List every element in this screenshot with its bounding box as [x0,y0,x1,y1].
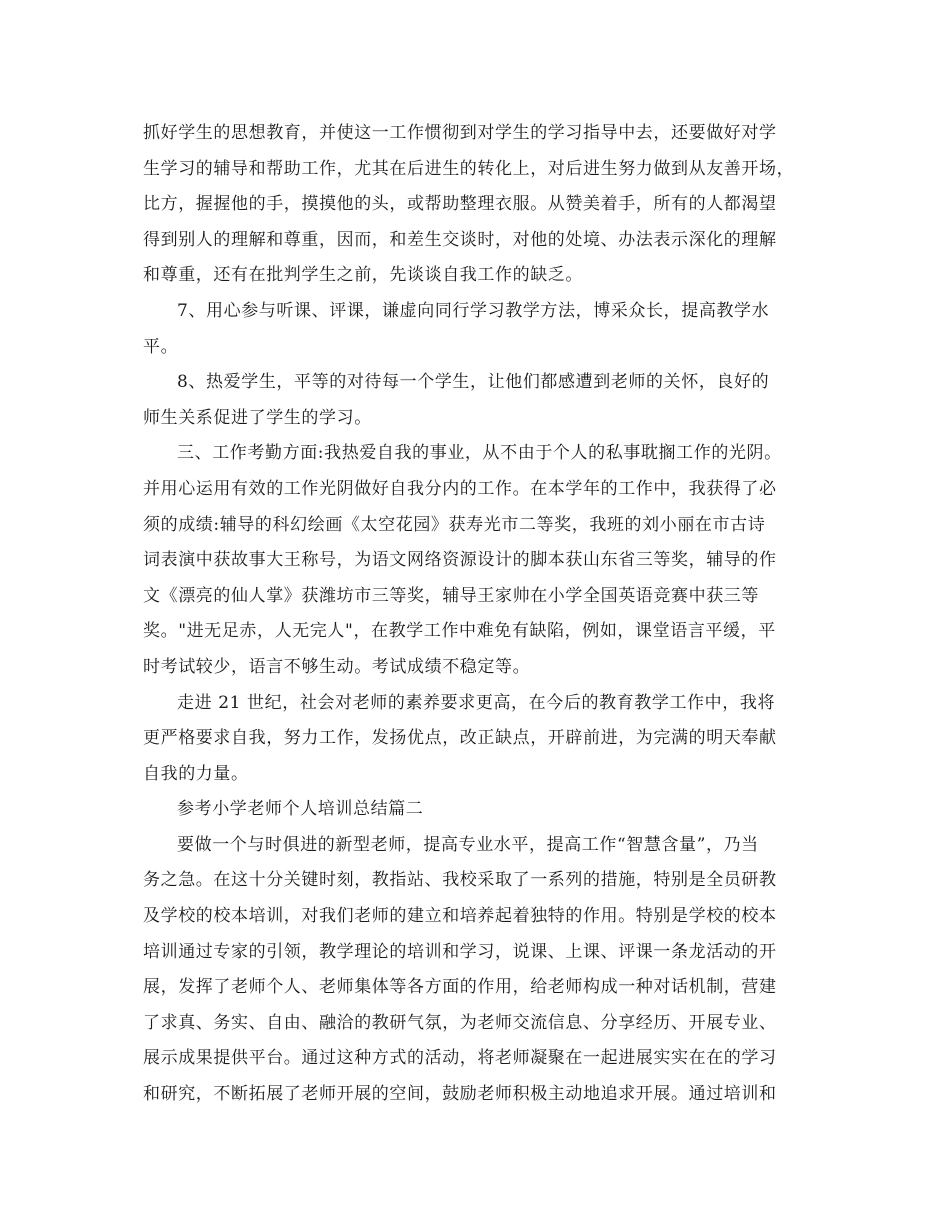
text-line: 和研究，不断拓展了老师开展的空间，鼓励老师积极主动地追求开展。通过培训和 [143,1084,777,1105]
text-line: 自我的力量。 [143,763,249,784]
text-line: 更严格要求自我，努力工作，发扬优点，改正缺点，开辟前进，为完满的明天奉献 [143,728,777,749]
text-line: 培训通过专家的引领，教学理论的培训和学习，说课、上课、评课一条龙活动的开 [143,941,777,962]
text-line: 及学校的校本培训，对我们老师的建立和培养起着独特的作用。特别是学校的校本 [143,906,777,927]
text-line: 并用心运用有效的工作光阴做好自我分内的工作。在本学年的工作中，我获得了必 [143,478,777,499]
paragraph-start-line: 7、用心参与听课、评课，谦虚向同行学习教学方法，博采众长，提高教学水 [177,300,770,321]
text-line: 生学习的辅导和帮助工作，尤其在后进生的转化上，对后进生努力做到从友善开场， [143,158,795,179]
text-line: 词表演中获故事大王称号，为语文网络资源设计的脚本获山东省三等奖，辅导的作 [143,550,777,571]
text-line: 文《漂亮的仙人掌》获潍坊市三等奖，辅导王家帅在小学全国英语竞赛中获三等 [143,585,759,606]
text-line: 务之急。在这十分关键时刻，教指站、我校采取了一系列的措施，特别是全员研教 [143,870,777,891]
text-line: 比方，握握他的手，摸摸他的头，或帮助整理衣服。从赞美着手，所有的人都渴望 [143,194,777,215]
text-line: 须的成绩:辅导的科幻绘画《太空花园》获寿光市二等奖，我班的刘小丽在市古诗 [143,514,766,535]
text-line: 得到别人的理解和尊重，因而，和差生交谈时，对他的处境、办法表示深化的理解 [143,229,777,250]
section-heading: 参考小学老师个人培训总结篇二 [177,799,424,820]
text-line: 师生关系促进了学生的学习。 [143,407,372,428]
paragraph-start-line: 走进 21 世纪，社会对老师的素养要求更高，在今后的教育教学工作中，我将 [177,692,776,713]
text-line: 抓好学生的思想教育，并使这一工作惯彻到对学生的学习指导中去，还要做好对学 [143,123,777,143]
text-line: 展，发挥了老师个人、老师集体等各方面的作用，给老师构成一种对话机制，营建 [143,977,777,998]
text-line: 平。 [143,336,179,357]
text-line: 时考试较少，语言不够生动。考试成绩不稳定等。 [143,656,531,677]
paragraph-start-line: 三、工作考勤方面:我热爱自我的事业，从不由于个人的私事耽搁工作的光阴。 [177,443,782,464]
text-line: 了求真、务实、自由、融洽的教研气氛，为老师交流信息、分享经历、开展专业、 [143,1012,777,1033]
text-line: 和尊重，还有在批判学生之前，先谈谈自我工作的缺乏。 [143,265,583,286]
text-line: 展示成果提供平台。通过这种方式的活动，将老师凝聚在一起进展实实在在的学习 [143,1048,777,1069]
paragraph-start-line: 要做一个与时俱进的新型老师，提高专业水平，提高工作“智慧含量”，乃当 [177,834,759,855]
document-body [143,116,815,1113]
paragraph-start-line: 8、热爱学生，平等的对待每一个学生，让他们都感遭到老师的关怀，良好的 [177,372,770,393]
text-line: 奖。"进无足赤，人无完人"，在教学工作中难免有缺陷，例如，课堂语言平缓，平 [143,621,776,642]
